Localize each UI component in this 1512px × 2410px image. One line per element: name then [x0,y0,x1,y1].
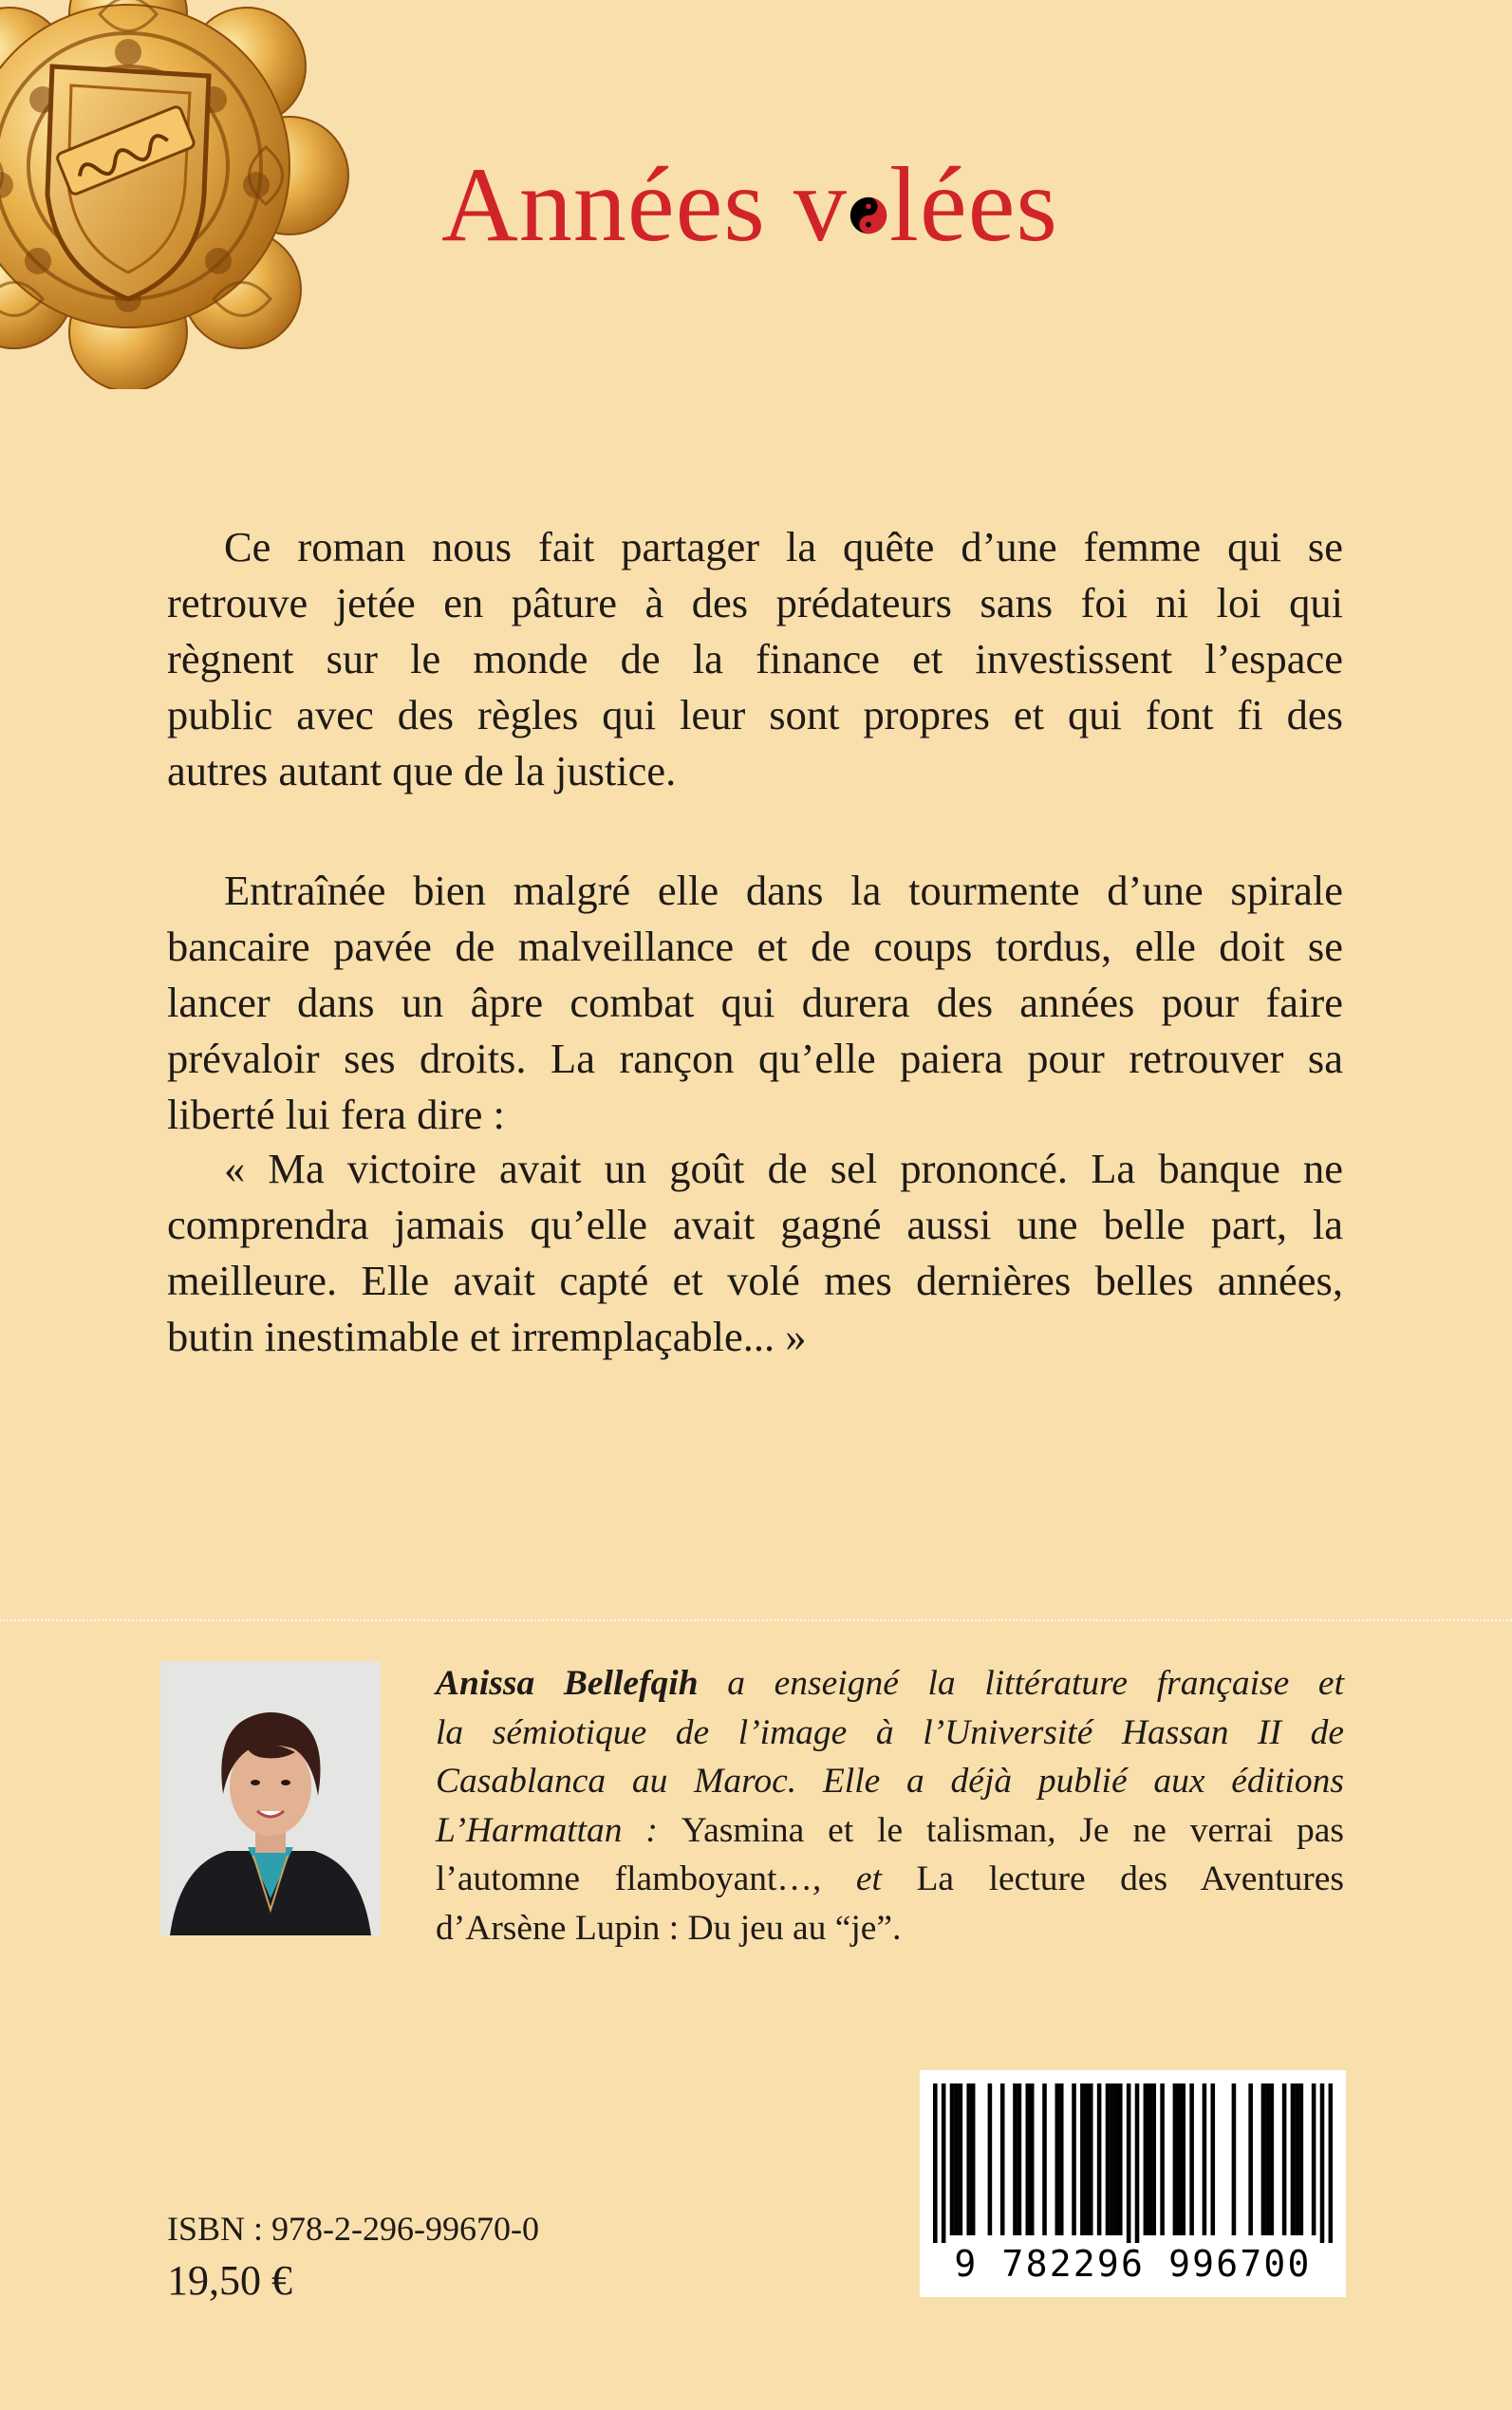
book-title-2: l’automne flamboyant… [436,1859,812,1898]
barcode-bar [1135,2083,1140,2243]
blurb-line: bancaire pavée de malveillance et de coups tordus, elle doit se [167,923,1343,970]
bio-text: a enseigné la littérature française et [698,1664,1344,1703]
barcode-bar [1030,2083,1035,2235]
barcode-bar [1203,2083,1207,2235]
barcode-bar [1089,2083,1093,2235]
barcode-bar [1114,2083,1119,2235]
barcode-bar [1232,2083,1237,2235]
barcode-bar [1055,2083,1060,2235]
book-title-2: Je ne verrai pas [1079,1810,1344,1850]
blurb-paragraph-1 [167,519,1343,799]
quote-line: comprendra jamais qu’elle avait gagné aussi une belle part, la [167,1201,1343,1248]
blurb-quote [167,1141,1343,1365]
yin-yang-icon [849,196,887,234]
barcode-bar [1110,2083,1114,2235]
bio-text: Casablanca au Maroc. Elle a déjà publié aux éditions [436,1762,1344,1801]
blurb-line: liberté lui fera dire : [167,1091,505,1138]
bio-text: la sémiotique de l’image à l’Université Hassan II de [436,1712,1344,1752]
blurb-line: retrouve jetée en pâture à des prédateurs sans foi ni loi qui [167,579,1343,626]
isbn: ISBN : 978-2-296-99670-0 [167,2210,539,2248]
barcode-bar [1013,2083,1017,2235]
barcode-bar [1295,2083,1299,2235]
barcode-bar [1148,2083,1152,2235]
barcode-bar [1017,2083,1022,2235]
barcode-bar [1072,2083,1076,2235]
barcode-bars [933,2083,1333,2243]
author-portrait-icon [160,1661,381,1935]
blurb-line: prévaloir ses droits. La rançon qu’elle paiera pour retrouver sa [167,1035,1343,1082]
barcode-bar [1248,2083,1253,2235]
barcode-bar [971,2083,976,2235]
blurb-line: Entraînée bien malgré elle dans la tourmente d’une spirale [224,867,1343,914]
quote-line: meilleure. Elle avait capté et volé mes dernières belles années, [167,1257,1343,1304]
blurb-line: règnent sur le monde de la finance et investissent l’espace [167,635,1343,682]
barcode-bar [1106,2083,1111,2235]
barcode-digits: 9 782296 996700 [954,2243,1312,2285]
blurb-line: public avec des règles qui leur sont propres et qui font fi des [167,691,1343,738]
barcode-bar [1181,2083,1185,2235]
barcode-bar [1291,2083,1296,2235]
barcode-bar [1127,2083,1131,2243]
blurb-line: lancer dans un âpre combat qui durera des années pour faire [167,979,1343,1026]
barcode-bar [1000,2083,1005,2235]
barcode-bar [1097,2083,1102,2235]
barcode-bar [1270,2083,1275,2235]
barcode-bar [1151,2083,1156,2235]
barcode-bar [1042,2083,1047,2235]
title-text-start: Années v [441,146,848,264]
barcode-bar [1210,2083,1215,2235]
author-photo [160,1661,381,1935]
blurb-line: autres autant que de la justice. [167,747,677,794]
barcode-bar [950,2083,955,2235]
barcode-bar [1189,2083,1194,2235]
barcode-bar [1177,2083,1182,2235]
author-name: Anissa Bellefqih [436,1664,699,1703]
barcode-bar [1329,2083,1333,2243]
author-bio [436,1659,1344,1952]
barcode-bar [1085,2083,1090,2235]
blurb-paragraph-2 [167,863,1343,1143]
book-title-3: La lecture des Aventures [916,1859,1344,1898]
barcode-bar [1320,2083,1325,2243]
book-title [441,146,1059,264]
barcode-bar [959,2083,963,2235]
blurb-line: Ce roman nous fait partager la quête d’une femme qui se [224,523,1343,570]
barcode-bar [1118,2083,1123,2235]
bio-separator: , [1047,1810,1080,1850]
quote-line: « Ma victoire avait un goût de sel prononcé. La banque ne [224,1145,1343,1192]
barcode-bar [1312,2083,1316,2235]
bio-end: . [892,1908,902,1948]
barcode-bar [966,2083,971,2235]
barcode-bar [1265,2083,1270,2235]
barcode-bar [1144,2083,1148,2235]
barcode-bar [1160,2083,1165,2235]
barcode-bar [988,2083,993,2235]
book-title-1: Yasmina et le talisman [681,1810,1048,1850]
barcode-bar [1025,2083,1030,2235]
gold-ornament-icon [0,0,351,389]
section-divider [0,1619,1512,1621]
barcode-bar [954,2083,959,2235]
bio-separator: , et [812,1859,917,1898]
quote-line: butin inestimable et irremplaçable... » [167,1313,807,1360]
barcode-bar [942,2083,946,2243]
price: 19,50 € [167,2257,292,2304]
barcode-bar [1299,2083,1304,2235]
book-title-3: d’Arsène Lupin : Du jeu au “je” [436,1908,893,1948]
barcode [920,2070,1346,2297]
barcode-bar [1173,2083,1178,2235]
barcode-bar [1059,2083,1064,2235]
bio-text: L’Harmattan : [436,1810,681,1850]
barcode-bar [1080,2083,1085,2235]
barcode-bar [933,2083,938,2243]
barcode-bar [1261,2083,1266,2235]
barcode-bar [1282,2083,1287,2235]
title-text-end: lées [888,146,1059,264]
